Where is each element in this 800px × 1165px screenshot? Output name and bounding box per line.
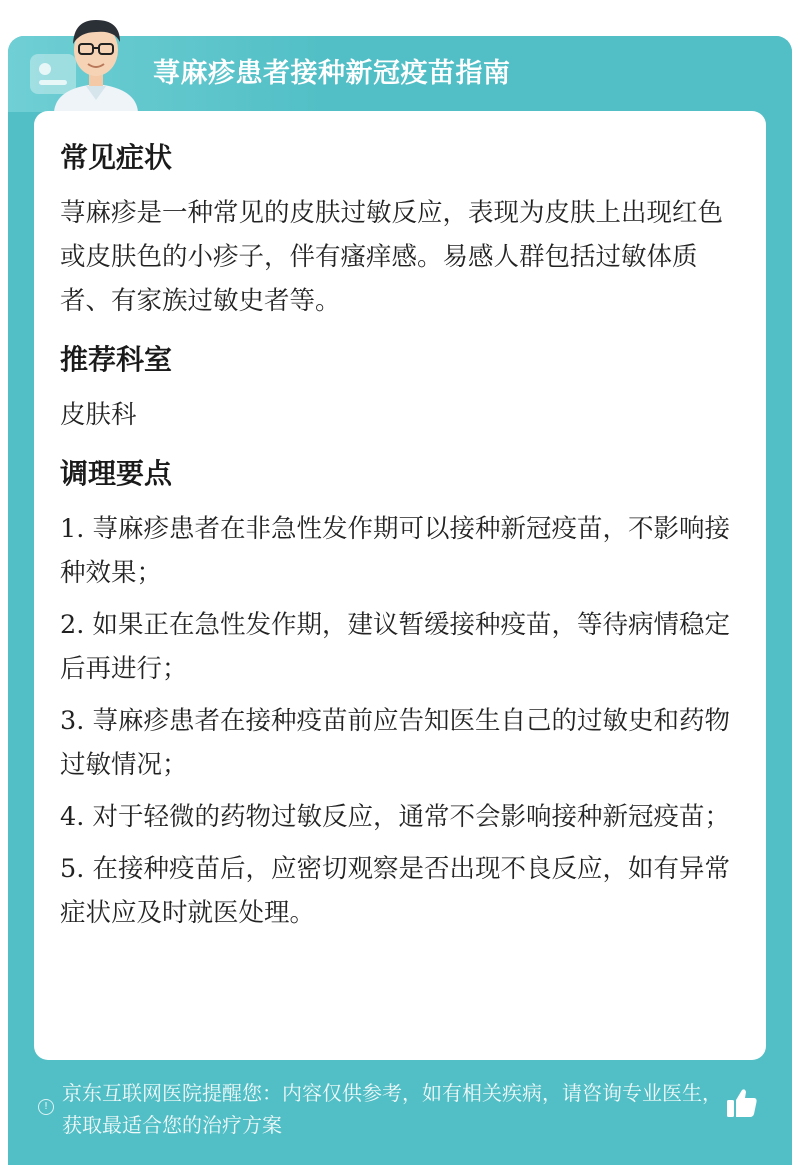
list-item: 3. 荨麻疹患者在接种疫苗前应告知医生自己的过敏史和药物过敏情况；: [60, 706, 730, 780]
doctor-avatar-icon: [46, 8, 146, 112]
footer: [34, 1075, 766, 1145]
list-item: 1. 荨麻疹患者在非急性发作期可以接种新冠疫苗，不影响接种效果；: [60, 514, 730, 588]
list-item: 5. 在接种疫苗后，应密切观察是否出现不良反应，如有异常症状应及时就医处理。: [60, 854, 730, 928]
list-item: 2. 如果正在急性发作期，建议暂缓接种疫苗，等待病情稳定后再进行；: [60, 610, 730, 684]
department-text: 皮肤科: [60, 400, 137, 430]
section-title-care: 调理要点: [60, 457, 173, 490]
info-icon: !: [38, 1099, 54, 1115]
page-title: 荨麻疹患者接种新冠疫苗指南: [153, 58, 511, 89]
list-item: 4. 对于轻微的药物过敏反应，通常不会影响接种新冠疫苗；: [60, 802, 730, 832]
thumbs-up-icon[interactable]: [724, 1085, 760, 1121]
content-card: [34, 111, 766, 1060]
symptoms-text: 荨麻疹是一种常见的皮肤过敏反应，表现为皮肤上出现红色或皮肤色的小疹子，伴有瘙痒感。易感人群包括过敏体质者、有家族过敏史者等。: [60, 198, 724, 316]
section-title-department: 推荐科室: [60, 343, 173, 376]
section-title-symptoms: 常见症状: [60, 141, 173, 174]
footer-disclaimer: 京东互联网医院提醒您：内容仅供参考，如有相关疾病，请咨询专业医生，获取最适合您的治疗方案: [62, 1081, 722, 1137]
